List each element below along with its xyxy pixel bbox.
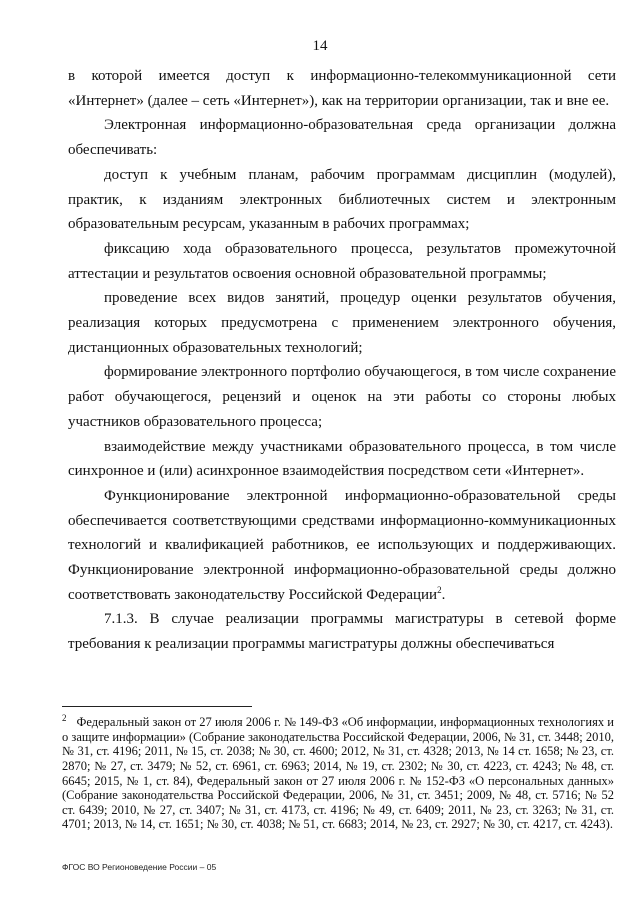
footnote-rule [62,706,252,707]
list-item [68,360,616,434]
paragraph [68,113,616,162]
footnote-mark: 2 [62,713,67,723]
footnote-text: Федеральный закон от 27 июля 2006 г. № 149-ФЗ «Об информации, информационных технологиях и о защите информации» (Собрание законодательства Российской Федерации, 2006, № 31, ст. 3448; 2010, № 31, ст. 4196; 2011, № 15, ст. 2038; № 30, ст. 4600; 2012, № 31, ст. 4328; 2013, № 14 ст. 1658; № 23, ст. 2870; № 27, ст. 3479; № 52, ст. 6961, ст. 6963; 2014, № 19, ст. 2302; № 30, ст. 4223, ст. 4243; № 48, ст. 6645; 2015, № 1, ст. 84), Федеральный закон от 27 июля 2006 г. № 152-ФЗ «О персональных данных» (Собрание законодательства Российской Федерации, 2006, № 31, ст. 3451; 2009, № 48, ст. 5716; № 52 ст. 6439; 2010, № 27, ст. 3407; № 31, ст. 4173, ст. 4196; № 49, ст. 6409; 2011, № 23, ст. 3263; № 31, ст. 4701; 2013, № 14, ст. 1651; № 30, ст. 4038; № 51, ст. 6683; 2014, № 23, ст. 2927; № 30, ст. 4217, ст. 4243). [62,715,614,832]
paragraph-text: Функционирование электронной информационно-образовательной среды обеспечивается соответствующими средствами информационно-коммуникационных технологий и квалификацией работников, ее использующих и поддерживающих. Функционирование электронной информационно-образовательной среды должно соответствовать законодательству Российской Федерации [68,487,616,603]
list-item-text: проведение всех видов занятий, процедур оценки результатов обучения, реализация которых предусмотрена с применением электронного обучения, дистанционных образовательных технологий; [68,290,616,356]
list-item-text: взаимодействие между участниками образовательного процесса, в том числе синхронное и (или) асинхронное взаимодействия посредством сети «Интернет». [68,438,616,480]
list-item [68,286,616,360]
list-item [68,435,616,484]
list-item-text: доступ к учебным планам, рабочим программам дисциплин (модулей), практик, к изданиям электронных библиотечных систем и электронным образовательным ресурсам, указанным в рабочих программах; [68,166,616,233]
list-item-text: фиксацию хода образовательного процесса, результатов промежуточной аттестации и результатов освоения основной образовательной программы; [68,240,616,282]
list-item [68,163,616,237]
body-text [68,64,616,657]
footnote [62,711,614,832]
paragraph-text: 7.1.3. В случае реализации программы магистратуры в сетевой форме требования к реализации программы магистратуры должны обеспечиваться [68,611,616,653]
paragraph-text: Электронная информационно-образовательная среда организации должна обеспечивать: [68,117,616,159]
footnote-reference[interactable]: 2 [437,584,442,595]
list-item-text: формирование электронного портфолио обучающегося, в том числе сохранение работ обучающегося, рецензий и оценок на эти работы со стороны любых участников образовательного процесса; [68,364,616,430]
paragraph-tail: . [441,586,446,603]
paragraph [68,484,616,608]
paragraph [68,64,616,113]
page-number: 14 [312,38,328,54]
list-item [68,237,616,286]
paragraph-text: в которой имеется доступ к информационно-телекоммуникационной сети «Интернет» (далее – сеть «Интернет»), как на территории организации, так и вне ее. [68,68,616,109]
section-paragraph [68,607,616,656]
footer-label: ФГОС ВО Регионоведение России – 05 [62,862,217,872]
